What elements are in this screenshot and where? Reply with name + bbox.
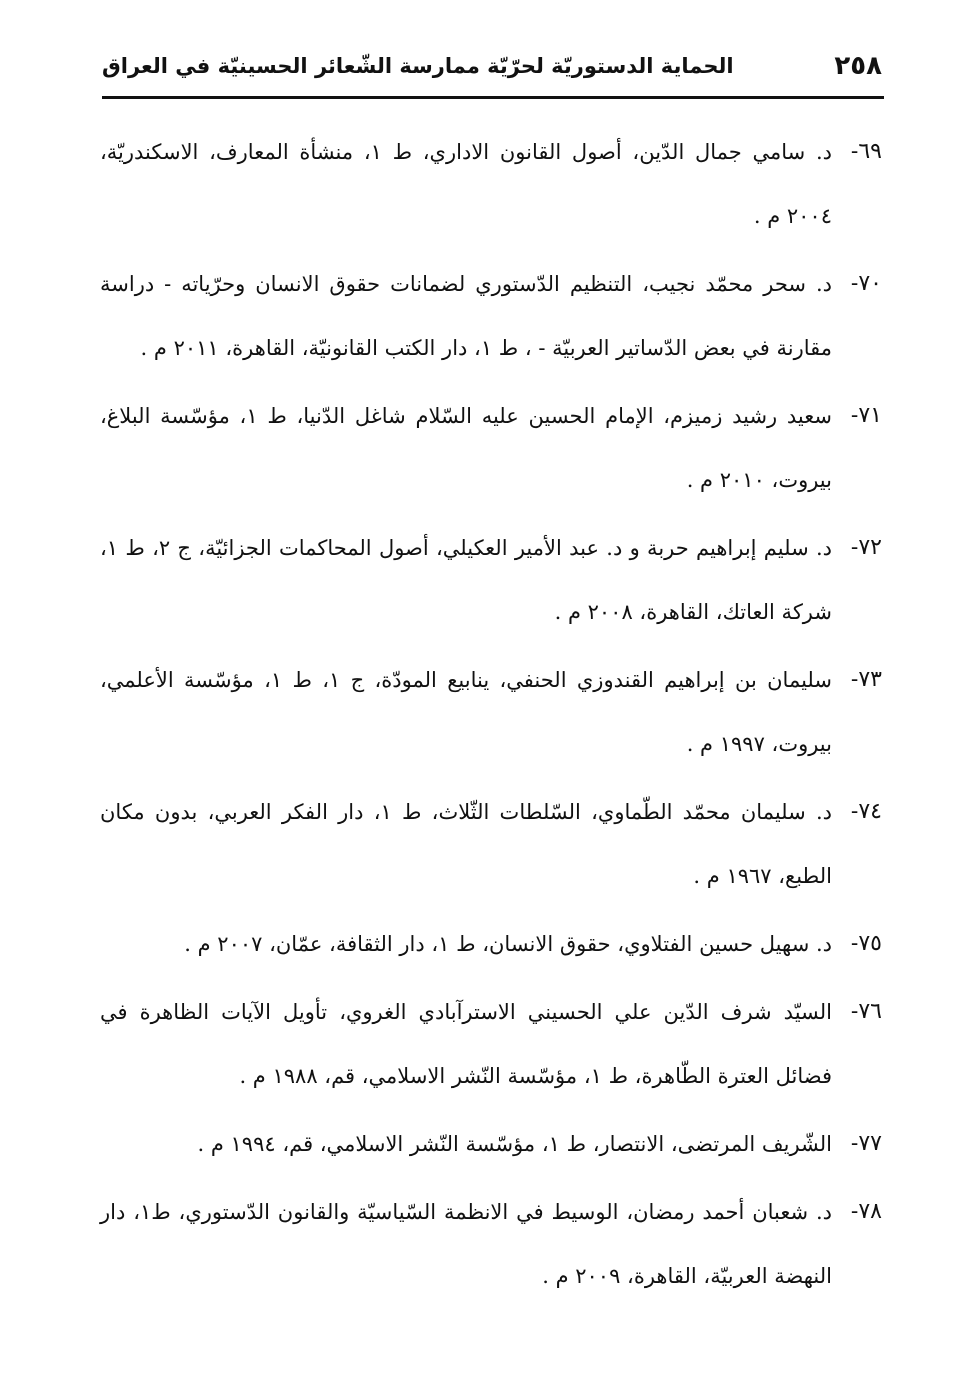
- reference-item: [100, 780, 882, 908]
- header-rule: [102, 96, 884, 99]
- reference-number: ٧٧-: [850, 1131, 882, 1156]
- reference-text: د. سامي جمال الدّين، أصول القانون الاداري، ط ١، منشأة المعارف، الاسكندريّة، ٢٠٠٤ م .: [100, 140, 832, 228]
- reference-number: ٧٦-: [850, 999, 882, 1024]
- reference-number: ٧٨-: [850, 1199, 882, 1224]
- reference-item: [100, 120, 882, 248]
- reference-item: [100, 912, 882, 976]
- page-header: [102, 40, 882, 92]
- reference-number: ٧١-: [850, 403, 882, 428]
- reference-item: [100, 252, 882, 380]
- reference-text: د. شعبان أحمد رمضان، الوسيط في الانظمة السّياسيّة والقانون الدّستوري، ط١، دار النهضة العربيّة، القاهرة، ٢٠٠٩ م .: [100, 1200, 833, 1288]
- page-number: ٢٥٨: [834, 51, 882, 81]
- reference-number: ٧٣-: [850, 667, 882, 692]
- reference-item: [100, 980, 882, 1108]
- reference-number: ٧٤-: [850, 799, 882, 824]
- reference-item: [100, 516, 882, 644]
- reference-item: [100, 384, 882, 512]
- reference-item: [100, 648, 882, 776]
- running-title: الحماية الدستوريّة لحرّيّة ممارسة الشّعائر الحسينيّة في العراق: [102, 54, 734, 78]
- reference-number: ٦٩-: [850, 139, 882, 164]
- reference-text: سعيد رشيد زميزم، الإمام الحسين عليه السّلام شاغل الدّنيا، ط ١، مؤسّسة البلاغ، بيروت، ٢٠١٠ م .: [100, 404, 832, 492]
- reference-item: [100, 1180, 882, 1308]
- reference-text: سليمان بن إبراهيم القندوزي الحنفي، ينابيع المودّة، ج ١، ط ١، مؤسّسة الأعلمي، بيروت، ١٩٩٧ م .: [100, 668, 832, 756]
- reference-text: السيّد شرف الدّين علي الحسيني الاسترآبادي الغروي، تأويل الآيات الظاهرة في فضائل العترة الطّاهرة، ط ١، مؤسّسة النّشر الاسلامي، قم، ١٩٨٨ م .: [100, 1000, 832, 1088]
- reference-list: [100, 120, 882, 1312]
- reference-number: ٧٥-: [850, 931, 882, 956]
- reference-text: الشّريف المرتضى، الانتصار، ط ١، مؤسّسة النّشر الاسلامي، قم، ١٩٩٤ م .: [197, 1132, 832, 1156]
- reference-number: ٧٢-: [850, 535, 882, 560]
- reference-item: [100, 1112, 882, 1176]
- reference-text: د. سليمان محمّد الطّماوي، السّلطات الثّلاث، ط ١، دار الفكر العربي، بدون مكان الطبع، ١٩٦٧ م .: [100, 800, 832, 888]
- reference-number: ٧٠-: [850, 271, 882, 296]
- reference-text: د. سهيل حسين الفتلاوي، حقوق الانسان، ط ١، دار الثقافة، عمّان، ٢٠٠٧ م .: [184, 932, 832, 956]
- reference-text: د. سليم إبراهيم حربة و د. عبد الأمير العكيلي، أصول المحاكمات الجزائيّة، ج ٢، ط ١، شركة العاتك، القاهرة، ٢٠٠٨ م .: [100, 536, 832, 624]
- reference-text: د. سحر محمّد نجيب، التنظيم الدّستوري لضمانات حقوق الانسان وحرّياته - دراسة مقارنة في بعض الدّساتير العربيّة - ، ط ١، دار الكتب القانونيّة، القاهرة، ٢٠١١ م .: [100, 272, 832, 360]
